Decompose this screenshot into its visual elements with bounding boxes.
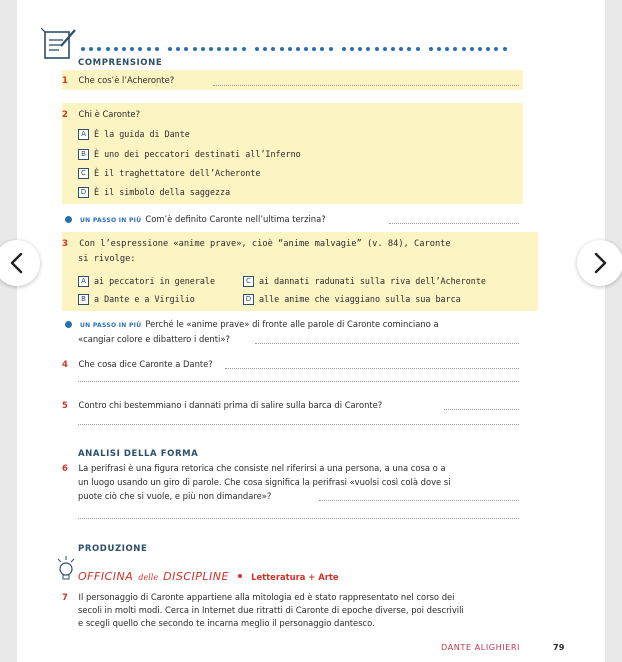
- answer-line[interactable]: [389, 223, 519, 224]
- option-text: ai dannati radunati sulla riva dell’Acheronte: [259, 276, 486, 286]
- footer-author: DANTE ALIGHIERI: [441, 642, 520, 652]
- separator-dot-icon: [238, 574, 242, 578]
- question-text-line-2: un luogo usando un giro di parole. Che cosa significa la perifrasi «vuolsi così colà dove si: [78, 477, 451, 487]
- chevron-right-icon: [592, 252, 608, 274]
- section-title-produzione: PRODUZIONE: [78, 544, 148, 554]
- option-letter: B: [78, 294, 89, 305]
- question-number: 3: [62, 239, 69, 249]
- question-number: 1: [62, 75, 68, 85]
- question-2: [62, 108, 140, 120]
- option-text: È il simbolo della saggezza: [94, 187, 231, 197]
- option-text: È uno dei peccatori destinati all’Inferno: [94, 149, 301, 159]
- question-text: Contro chi bestemmiano i dannati prima di salire sulla barca di Caronte?: [78, 400, 383, 410]
- question-text-line-2: secoli in molti modi. Cerca in Internet due ritratti di Caronte di epoche diverse, poi descrivili: [78, 605, 464, 615]
- next-page-button[interactable]: [577, 240, 622, 286]
- option-b[interactable]: [78, 293, 195, 305]
- option-d[interactable]: [243, 293, 461, 305]
- option-text: È la guida di Dante: [94, 129, 190, 139]
- option-letter: C: [78, 168, 89, 179]
- option-letter: B: [78, 149, 89, 160]
- option-letter: C: [243, 276, 254, 287]
- answer-line[interactable]: [78, 381, 519, 382]
- officina-discipline: DISCIPLINE: [163, 570, 229, 583]
- question-1: [62, 74, 174, 86]
- answer-line[interactable]: [444, 409, 519, 410]
- extra-question-2: [65, 318, 439, 332]
- page-number: 79: [553, 642, 565, 652]
- option-letter: D: [243, 294, 254, 305]
- answer-line[interactable]: [319, 500, 519, 501]
- question-text: Che cos’è l’Acheronte?: [78, 75, 175, 85]
- question-number: 7: [62, 592, 68, 602]
- question-text-line-3: puote ciò che si vuole, e più non dimandare»?: [78, 491, 272, 501]
- question-6: [62, 462, 446, 474]
- option-letter: D: [78, 187, 89, 198]
- textbook-page: [17, 0, 605, 662]
- question-number: 6: [62, 463, 68, 473]
- question-4: [62, 358, 213, 370]
- answer-line[interactable]: [78, 518, 519, 519]
- notebook-pencil-icon: [41, 26, 79, 62]
- option-text: ai peccatori in generale: [94, 276, 216, 286]
- lightbulb-icon: [55, 556, 77, 580]
- extra-text-line-1: Perché le «anime prave» di fronte alle parole di Caronte cominciano a: [145, 319, 439, 329]
- option-text: È il traghettatore dell’Acheronte: [94, 168, 261, 178]
- question-text-line-3: e scegli quello che secondo te incarna meglio il personaggio dantesco.: [78, 618, 375, 628]
- question-number: 4: [62, 359, 68, 369]
- question-5: [62, 399, 382, 411]
- bullet-dot-icon: [65, 321, 72, 328]
- option-b[interactable]: [78, 148, 301, 160]
- question-3: [62, 238, 451, 250]
- extra-label: UN PASSO IN PIÙ: [80, 217, 142, 224]
- extra-label: UN PASSO IN PIÙ: [80, 322, 142, 329]
- option-letter: A: [78, 129, 89, 140]
- option-text: alle anime che viaggiano sulla sua barca: [259, 294, 461, 304]
- chevron-left-icon: [9, 252, 25, 274]
- section-title-comprensione: COMPRENSIONE: [78, 58, 163, 68]
- question-number: 2: [62, 109, 68, 119]
- option-letter: A: [78, 276, 89, 287]
- question-text-line-1: Con l’espressione «anime prave», cioè “anime malvagie” (v. 84), Caronte: [79, 239, 451, 249]
- bullet-dot-icon: [65, 216, 72, 223]
- extra-text: Com’è definito Caronte nell’ultima terzina?: [145, 214, 326, 224]
- answer-line[interactable]: [225, 368, 519, 369]
- dotted-divider: [81, 38, 521, 57]
- officina-word: OFFICINA: [78, 570, 134, 583]
- subject-label: Letteratura + Arte: [251, 572, 339, 582]
- extra-question-1: [65, 213, 326, 227]
- option-d[interactable]: [78, 186, 230, 198]
- officina-heading: [78, 565, 339, 584]
- answer-line[interactable]: [255, 343, 519, 344]
- answer-line[interactable]: [213, 85, 519, 86]
- question-7: [62, 591, 455, 603]
- section-title-analisi: ANALISI DELLA FORMA: [78, 449, 199, 459]
- option-c[interactable]: [243, 275, 486, 287]
- question-text: Che cosa dice Caronte a Dante?: [78, 359, 213, 369]
- option-text: a Dante e a Virgilio: [94, 294, 195, 304]
- officina-delle: delle: [138, 573, 159, 582]
- question-number: 5: [62, 400, 68, 410]
- option-c[interactable]: [78, 167, 260, 179]
- question-text-line-2: si rivolge:: [78, 254, 136, 264]
- question-text-line-1: La perifrasi è una figura retorica che consiste nel riferirsi a una persona, a una cosa o a: [78, 463, 446, 473]
- question-text-line-1: Il personaggio di Caronte appartiene alla mitologia ed è stato rappresentato nel corso dei: [78, 592, 455, 602]
- answer-line[interactable]: [78, 424, 519, 425]
- option-a[interactable]: [78, 128, 190, 140]
- question-text: Chi è Caronte?: [78, 109, 141, 119]
- extra-text-line-2: «cangiar colore e dibattero i denti»?: [78, 334, 230, 344]
- option-a[interactable]: [78, 275, 215, 287]
